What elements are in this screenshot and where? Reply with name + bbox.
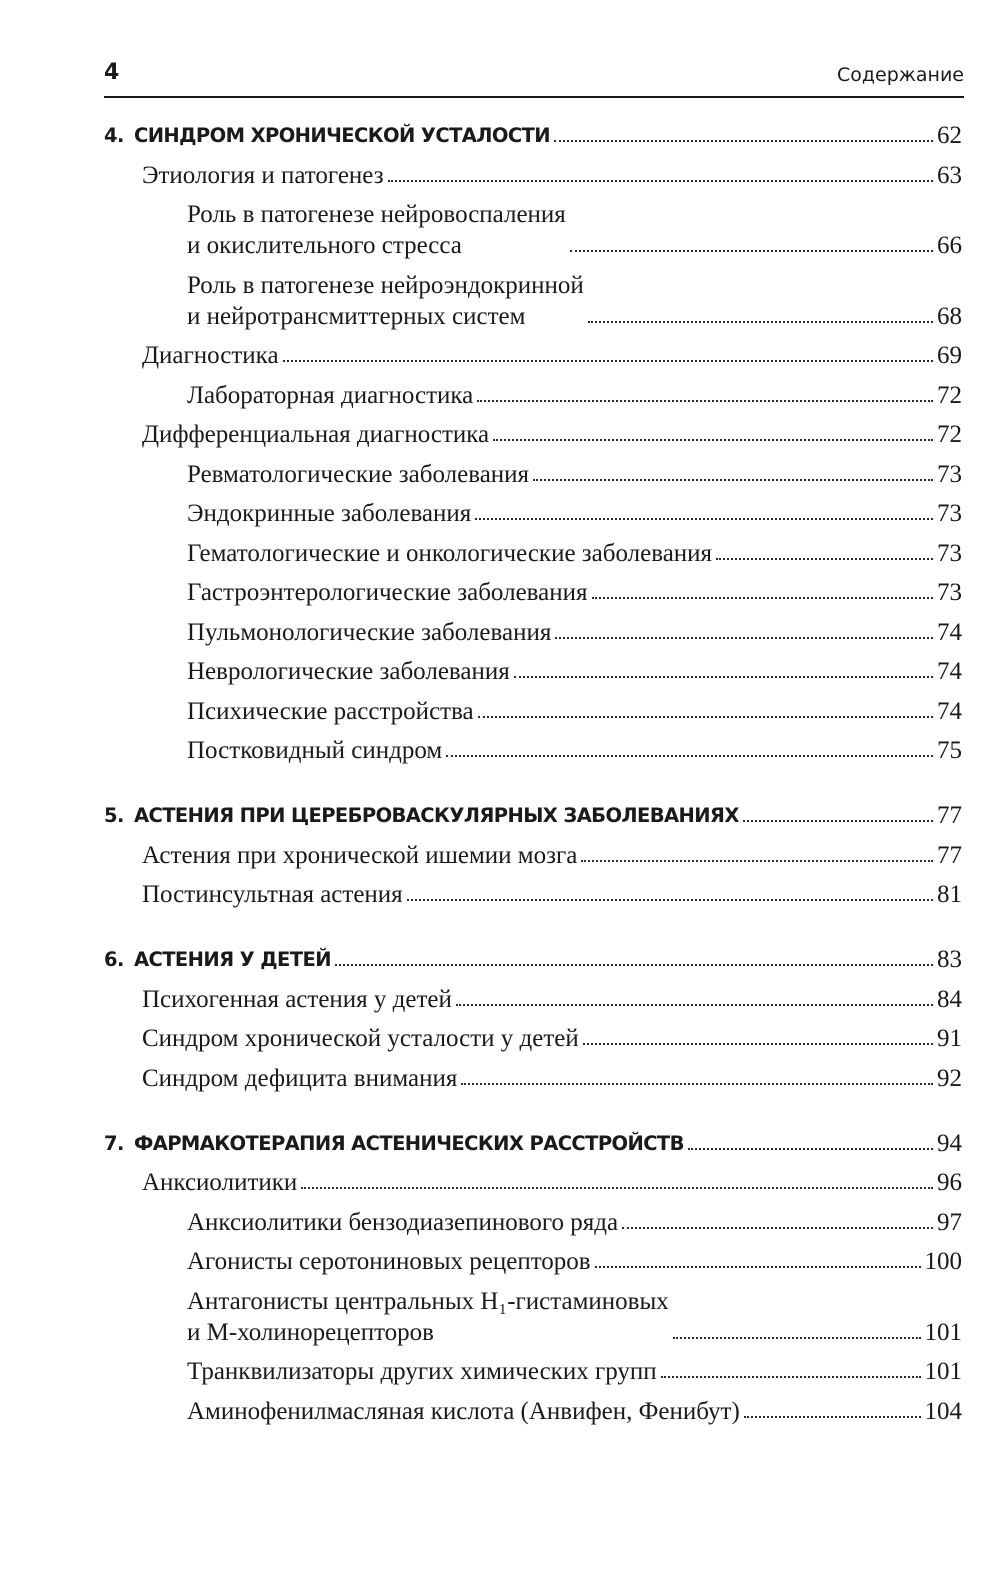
dot-leader bbox=[554, 140, 933, 142]
chapter-title-group bbox=[104, 944, 331, 975]
toc-entry[interactable] bbox=[104, 656, 962, 687]
toc-entry[interactable] bbox=[104, 270, 962, 332]
entry-title: Психические расстройства bbox=[187, 697, 474, 725]
dot-leader bbox=[283, 360, 933, 362]
entry-page-number: 81 bbox=[937, 881, 962, 908]
entry-page-number: 96 bbox=[937, 1169, 962, 1196]
dot-leader bbox=[570, 250, 933, 252]
toc-section bbox=[104, 1128, 962, 1427]
chapter-page-number: 77 bbox=[937, 802, 962, 829]
toc-entry[interactable] bbox=[104, 199, 962, 261]
entry-page-number: 84 bbox=[937, 985, 962, 1013]
entry-title: Агонисты серотониновых рецепторов bbox=[187, 1248, 591, 1275]
toc-entry[interactable] bbox=[104, 498, 962, 529]
chapter-page-number: 94 bbox=[937, 1129, 962, 1157]
entry-title: Психогенная астения у детей bbox=[142, 985, 452, 1013]
entry-title: Транквилизаторы других химических групп bbox=[187, 1358, 657, 1385]
entry-page-number: 77 bbox=[937, 841, 962, 869]
dot-leader bbox=[301, 1187, 933, 1189]
entry-title: Эндокринные заболевания bbox=[187, 500, 472, 527]
entry-title: Пульмонологические заболевания bbox=[187, 618, 552, 646]
toc-entry[interactable] bbox=[104, 160, 962, 191]
entry-title: Роль в патогенезе нейроэндокринной и нейротрансмиттерных систем bbox=[187, 271, 584, 330]
entry-title: Синдром хронической усталости у детей bbox=[142, 1025, 579, 1052]
entry-page-number: 74 bbox=[937, 697, 962, 725]
toc-section bbox=[104, 800, 962, 910]
entry-title: Неврологические заболевания bbox=[187, 658, 510, 685]
entry-page-number: 97 bbox=[937, 1208, 962, 1236]
entry-page-number: 73 bbox=[937, 500, 962, 527]
page-number: 4 bbox=[104, 60, 120, 85]
dot-leader bbox=[446, 755, 933, 757]
entry-title: Антагонисты центральных H₁-гистаминовых и М-холинорецепторов bbox=[187, 1287, 669, 1346]
entry-page-number: 68 bbox=[937, 302, 962, 330]
chapter-title: АСТЕНИЯ ПРИ ЦЕРЕБРОВАСКУЛЯРНЫХ ЗАБОЛЕВАНИЯХ bbox=[134, 804, 739, 827]
dot-leader bbox=[533, 479, 933, 481]
toc-section bbox=[104, 944, 962, 1094]
chapter-number: 4. bbox=[104, 124, 124, 147]
dot-leader bbox=[583, 1043, 933, 1045]
toc-entry[interactable] bbox=[104, 1207, 962, 1238]
entry-page-number: 73 bbox=[937, 539, 962, 567]
toc-entry[interactable] bbox=[104, 1246, 962, 1277]
chapter-title-group bbox=[104, 120, 550, 151]
toc-entry[interactable] bbox=[104, 735, 962, 766]
entry-page-number: 74 bbox=[937, 618, 962, 646]
entry-page-number: 100 bbox=[924, 1248, 962, 1275]
toc-chapter-entry[interactable] bbox=[104, 1128, 962, 1159]
running-header-title: Содержание bbox=[837, 64, 964, 86]
toc-entry[interactable] bbox=[104, 840, 962, 871]
entry-page-number: 73 bbox=[937, 460, 962, 488]
entry-title: Аминофенилмасляная кислота (Анвифен, Фенибут) bbox=[187, 1397, 740, 1425]
toc-chapter-entry[interactable] bbox=[104, 800, 962, 831]
toc-entry[interactable] bbox=[104, 577, 962, 608]
dot-leader bbox=[407, 899, 933, 901]
entry-title: Роль в патогенезе нейровоспаления и окислительного стресса bbox=[187, 201, 566, 259]
toc-chapter-entry[interactable] bbox=[104, 944, 962, 975]
dot-leader bbox=[461, 1083, 933, 1085]
chapter-title: АСТЕНИЯ У ДЕТЕЙ bbox=[134, 948, 331, 971]
toc-entry[interactable] bbox=[104, 419, 962, 450]
chapter-title-group bbox=[104, 1128, 684, 1159]
dot-leader bbox=[388, 180, 933, 182]
dot-leader bbox=[688, 1148, 933, 1150]
entry-title: Дифференциальная диагностика bbox=[142, 421, 490, 448]
toc-entry[interactable] bbox=[104, 1396, 962, 1427]
entry-page-number: 91 bbox=[937, 1025, 962, 1052]
entry-page-number: 101 bbox=[924, 1358, 962, 1385]
chapter-title: ФАРМАКОТЕРАПИЯ АСТЕНИЧЕСКИХ РАССТРОЙСТВ bbox=[134, 1131, 684, 1155]
entry-title: Гастроэнтерологические заболевания bbox=[187, 579, 588, 606]
entry-title: Анксиолитики bbox=[142, 1169, 298, 1196]
chapter-number: 5. bbox=[104, 804, 124, 827]
toc-entry[interactable] bbox=[104, 1286, 962, 1348]
dot-leader bbox=[456, 1004, 933, 1006]
dot-leader bbox=[743, 820, 933, 822]
toc-chapter-entry[interactable] bbox=[104, 120, 962, 151]
toc-entry[interactable] bbox=[104, 380, 962, 411]
dot-leader bbox=[478, 716, 933, 718]
entry-title: Ревматологические заболевания bbox=[187, 460, 530, 488]
toc-section bbox=[104, 120, 962, 766]
toc-entry[interactable] bbox=[104, 538, 962, 569]
dot-leader bbox=[622, 1227, 933, 1229]
entry-title: Астения при хронической ишемии мозга bbox=[142, 841, 578, 869]
dot-leader bbox=[661, 1376, 921, 1378]
entry-page-number: 74 bbox=[937, 658, 962, 685]
entry-title: Постковидный синдром bbox=[187, 737, 443, 764]
entry-title: Этиология и патогенез bbox=[142, 161, 384, 189]
table-of-contents bbox=[104, 120, 962, 1461]
entry-title: Гематологические и онкологические заболевания bbox=[187, 539, 713, 567]
toc-entry[interactable] bbox=[104, 1356, 962, 1387]
chapter-number: 6. bbox=[104, 948, 124, 971]
entry-title: Постинсультная астения bbox=[142, 881, 403, 908]
chapter-page-number: 62 bbox=[937, 122, 962, 149]
entry-page-number: 75 bbox=[937, 737, 962, 764]
entry-page-number: 101 bbox=[924, 1318, 962, 1346]
dot-leader bbox=[555, 637, 933, 639]
entry-page-number: 73 bbox=[937, 579, 962, 606]
toc-entry[interactable] bbox=[104, 459, 962, 490]
entry-page-number: 92 bbox=[937, 1064, 962, 1092]
dot-leader bbox=[673, 1337, 921, 1339]
chapter-title: СИНДРОМ ХРОНИЧЕСКОЙ УСТАЛОСТИ bbox=[134, 124, 550, 147]
dot-leader bbox=[744, 1416, 921, 1418]
dot-leader bbox=[592, 597, 934, 599]
entry-page-number: 72 bbox=[937, 421, 962, 448]
dot-leader bbox=[475, 518, 933, 520]
dot-leader bbox=[588, 321, 933, 323]
chapter-number: 7. bbox=[104, 1131, 124, 1155]
entry-title: Лабораторная диагностика bbox=[187, 381, 474, 409]
entry-page-number: 66 bbox=[937, 232, 962, 259]
toc-entry[interactable] bbox=[104, 617, 962, 648]
toc-entry[interactable] bbox=[104, 340, 962, 371]
toc-entry[interactable] bbox=[104, 1023, 962, 1054]
dot-leader bbox=[477, 400, 933, 402]
chapter-page-number: 83 bbox=[937, 946, 962, 973]
entry-title: Синдром дефицита внимания bbox=[142, 1064, 458, 1092]
toc-entry[interactable] bbox=[104, 696, 962, 727]
entry-title: Диагностика bbox=[142, 342, 279, 369]
toc-entry[interactable] bbox=[104, 1063, 962, 1094]
running-header bbox=[104, 58, 964, 98]
dot-leader bbox=[335, 964, 933, 966]
chapter-title-group bbox=[104, 800, 739, 831]
toc-entry[interactable] bbox=[104, 984, 962, 1015]
entry-page-number: 104 bbox=[924, 1397, 962, 1425]
dot-leader bbox=[493, 439, 933, 441]
dot-leader bbox=[595, 1266, 921, 1268]
toc-entry[interactable] bbox=[104, 879, 962, 910]
entry-page-number: 63 bbox=[937, 161, 962, 189]
toc-entry[interactable] bbox=[104, 1167, 962, 1198]
dot-leader bbox=[716, 558, 933, 560]
entry-title: Анксиолитики бензодиазепинового ряда bbox=[187, 1208, 619, 1236]
dot-leader bbox=[514, 676, 933, 678]
dot-leader bbox=[581, 860, 933, 862]
entry-page-number: 72 bbox=[937, 381, 962, 409]
entry-page-number: 69 bbox=[937, 342, 962, 369]
